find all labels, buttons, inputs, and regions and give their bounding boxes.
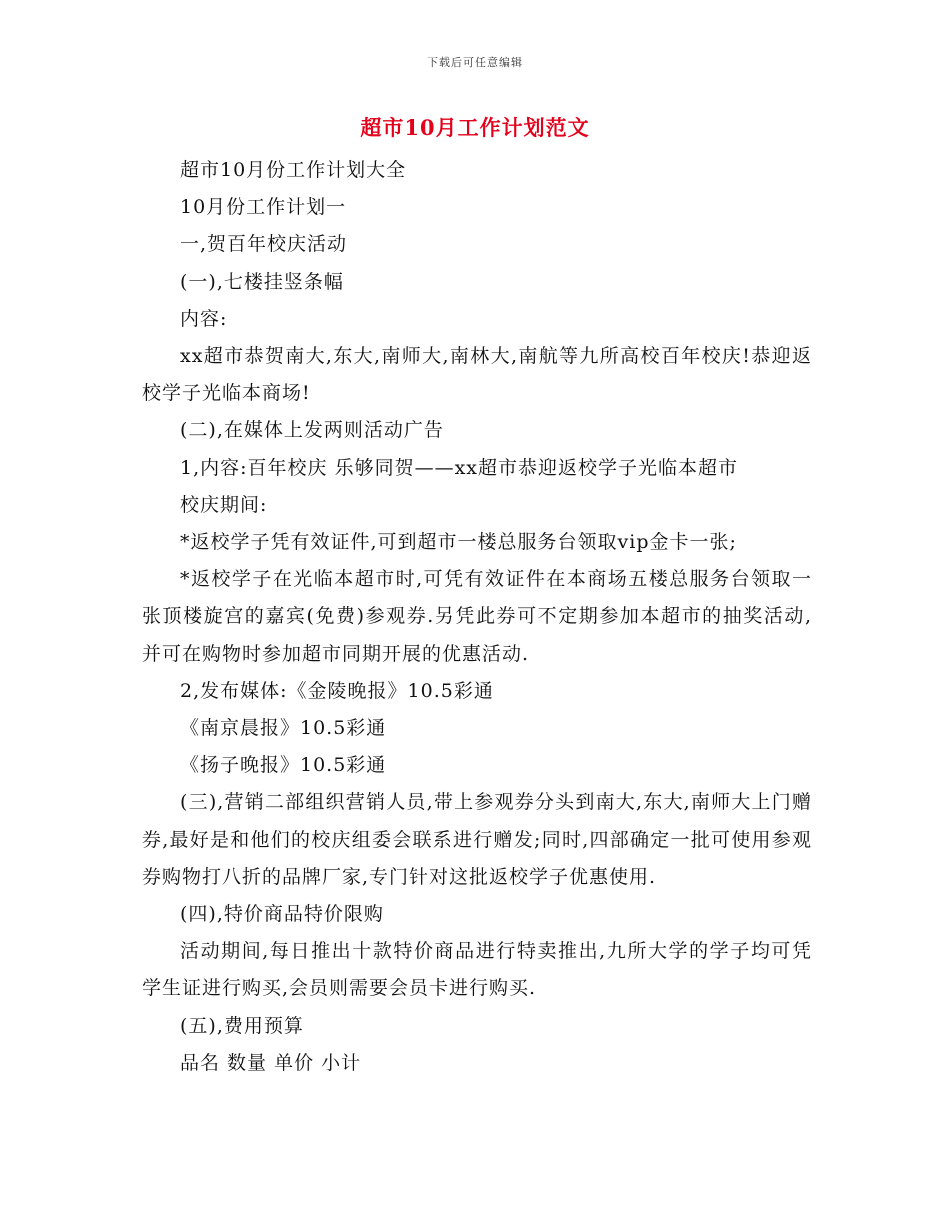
paragraph-item-2: (二),在媒体上发两则活动广告 <box>180 419 444 442</box>
paragraph-ad-content: 1,内容:百年校庆 乐够同贺——xx超市恭迎返校学子光临本超市 <box>180 456 739 479</box>
paragraph-period: 校庆期间: <box>180 493 268 516</box>
paragraph-item-1: (一),七楼挂竖条幅 <box>180 270 344 293</box>
paragraph-media-3: 《扬子晚报》10.5彩通 <box>180 754 387 777</box>
document-body <box>142 152 812 1082</box>
document-title: 超市10月工作计划范文 <box>360 115 590 140</box>
paragraph-plan-one: 10月份工作计划一 <box>180 196 347 219</box>
paragraph-media-2: 《南京晨报》10.5彩通 <box>180 717 387 740</box>
paragraph-budget-header: 品名 数量 单价 小计 <box>180 1051 362 1074</box>
paragraph-guest-ticket: *返校学子在光临本超市时,可凭有效证件在本商场五楼总服务台领取一张顶楼旋宫的嘉宾(免费)参观券.另凭此券可不定期参加本超市的抽奖活动,并可在购物时参加超市同期开展的优惠活动. <box>142 568 812 665</box>
paragraph-subtitle: 超市10月份工作计划大全 <box>180 159 407 181</box>
paragraph-item-5: (五),费用预算 <box>180 1014 304 1037</box>
paragraph-media-1: 2,发布媒体:《金陵晚报》10.5彩通 <box>180 679 494 702</box>
paragraph-content-label: 内容: <box>180 307 228 330</box>
header-note: 下载后可任意编辑 <box>427 56 523 69</box>
paragraph-item-3: (三),营销二部组织营销人员,带上参观券分头到南大,东大,南师大上门赠券,最好是和他们的校庆组委会联系进行赠发;同时,四部确定一批可使用参观券购物打八折的品牌厂家,专门针对这批返校学子优惠使用. <box>142 791 812 888</box>
paragraph-banner-text: xx超市恭贺南大,东大,南师大,南林大,南航等九所高校百年校庆!恭迎返校学子光临本商场! <box>142 345 812 405</box>
paragraph-section-one: 一,贺百年校庆活动 <box>180 233 348 256</box>
paragraph-vip-card: *返校学子凭有效证件,可到超市一楼总服务台领取vip金卡一张; <box>180 531 737 554</box>
paragraph-item-4: (四),特价商品特价限购 <box>180 903 384 926</box>
paragraph-special-offer: 活动期间,每日推出十款特价商品进行特卖推出,九所大学的学子均可凭学生证进行购买,会员则需要会员卡进行购买. <box>142 940 812 1000</box>
